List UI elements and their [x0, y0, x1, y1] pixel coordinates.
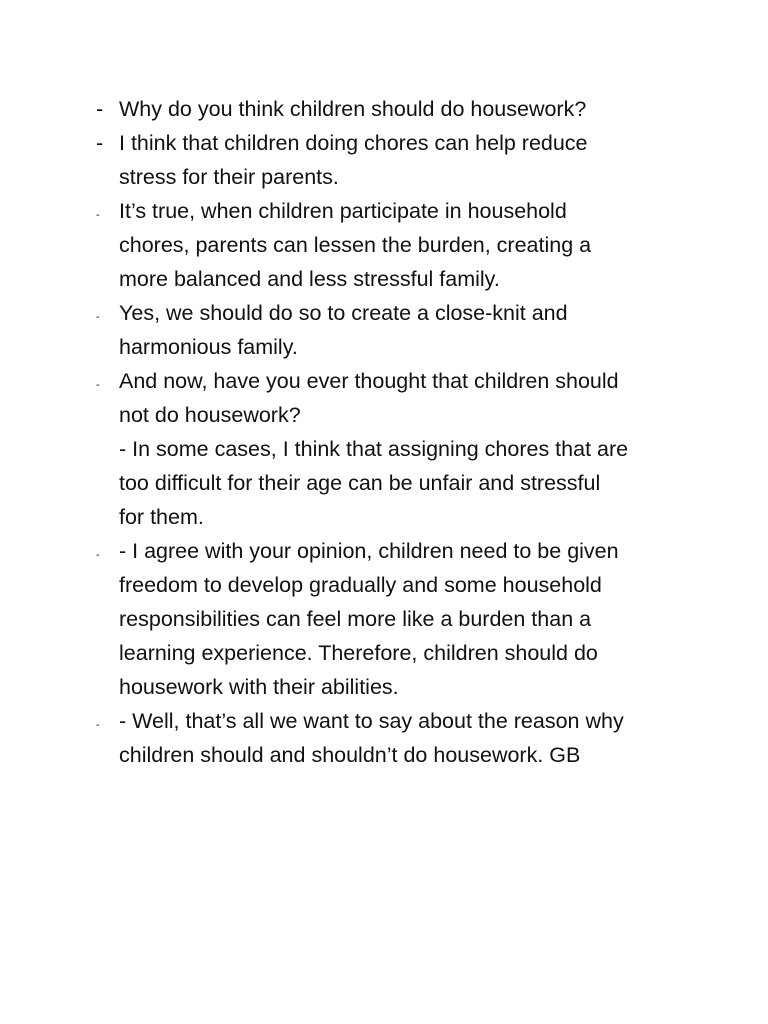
bullet-marker: -	[96, 311, 100, 323]
text-line: children should and shouldn’t do housework. GB	[119, 743, 581, 767]
bullet-marker: -	[96, 719, 100, 731]
text-line: stress for their parents.	[119, 165, 339, 189]
text-line: It’s true, when children participate in household	[119, 199, 567, 223]
text-line: freedom to develop gradually and some household	[119, 573, 602, 597]
text-line: I think that children doing chores can help reduce	[119, 131, 588, 155]
text-line: - In some cases, I think that assigning chores that are	[119, 437, 629, 461]
list-item	[0, 534, 768, 704]
text-line: Yes, we should do so to create a close-knit and	[119, 301, 568, 325]
text-line: not do housework?	[119, 403, 301, 427]
dialogue-list	[0, 92, 768, 772]
text-line: - Well, that’s all we want to say about the reason why	[119, 709, 624, 733]
bullet-marker: -	[96, 131, 104, 155]
list-item	[0, 296, 768, 364]
text-line: housework with their abilities.	[119, 675, 399, 699]
list-item	[0, 126, 768, 194]
text-line: more balanced and less stressful family.	[119, 267, 500, 291]
list-item	[0, 194, 768, 296]
bullet-marker: -	[96, 209, 100, 221]
text-line: chores, parents can lessen the burden, creating a	[119, 233, 592, 257]
text-line: Why do you think children should do housework?	[119, 97, 587, 121]
text-line: too difficult for their age can be unfair and stressful	[119, 471, 601, 495]
text-line: learning experience. Therefore, children should do	[119, 641, 598, 665]
list-item	[0, 92, 768, 126]
text-line: - I agree with your opinion, children need to be given	[119, 539, 619, 563]
list-item	[0, 432, 768, 534]
text-line: responsibilities can feel more like a burden than a	[119, 607, 592, 631]
bullet-marker: -	[96, 549, 100, 561]
text-line: And now, have you ever thought that children should	[119, 369, 619, 393]
text-line: harmonious family.	[119, 335, 298, 359]
bullet-marker: -	[96, 379, 100, 391]
text-line: for them.	[119, 505, 204, 529]
list-item	[0, 364, 768, 432]
list-item	[0, 704, 768, 772]
bullet-marker: -	[96, 97, 104, 121]
